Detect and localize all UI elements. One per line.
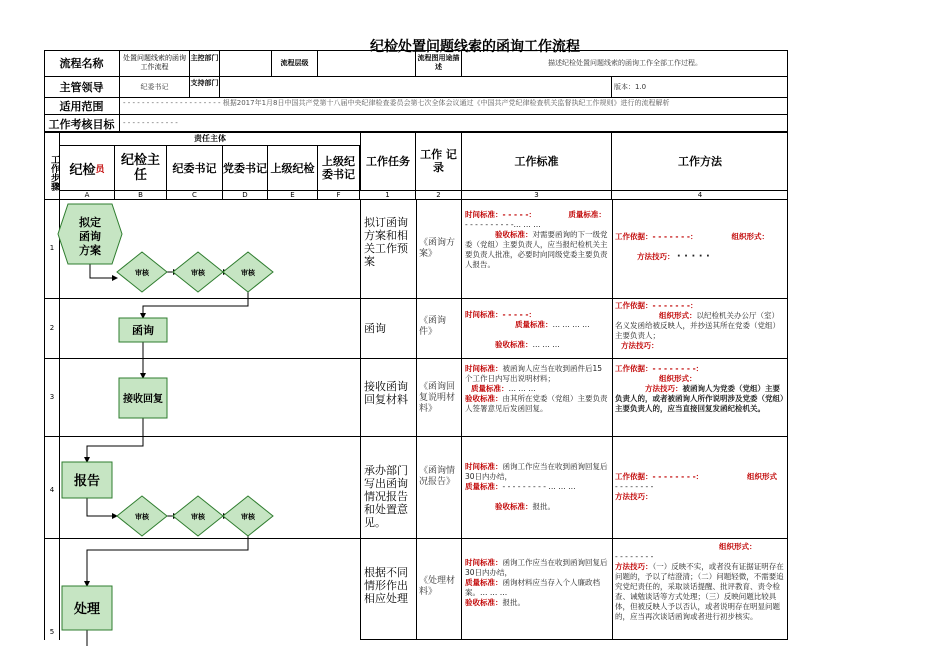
row3-task: 接收函询回复材料 [364, 380, 408, 406]
row2-std-quality: 质量标准： [515, 320, 553, 329]
row3-method-basis: 工作依据：- - - - - - - -： [615, 364, 704, 373]
row3-std-time: 时间标准： [465, 364, 503, 373]
review-diamond-4 [117, 496, 167, 536]
row5-std-quality-text: 函询材料应当存入个人廉政档案。… … … [465, 578, 600, 597]
row4-std-quality: 质量标准： [465, 482, 503, 491]
row5-method-basis-text: - - - - - - - - [615, 552, 654, 561]
row1-std-accept: 验收标准： [495, 230, 533, 239]
row3-record: 《函询回复说明材料》 [419, 382, 456, 414]
col-d-header: 党委书记 [223, 146, 268, 190]
row3-std-quality: 质量标准： [471, 384, 509, 393]
row4-method-skill-text: - - - - - - - - [615, 482, 654, 491]
start-text-1: 拟定 [79, 216, 101, 229]
row1-method-skill: 方法技巧： [637, 252, 675, 261]
support-dept-label: 支持部门 [190, 77, 220, 98]
row3-std-time-text: 被函询人应当在收到函件后15个工作日内写出说明材料； [465, 364, 603, 383]
row5-std-accept-text: 报批。 [502, 598, 525, 607]
row1-std-quality-text: - - - - - - - - - -… … … [465, 220, 541, 229]
row3-method-skill-text: 被函询人为党委（党组）主要负责人的，或者被函询人所作说明涉及党委（党组）主要负责人的，应当直接回复发函纪检机关。 [615, 384, 784, 413]
row4-method-basis: 工作依据：- - - - - - - -： [615, 472, 704, 481]
review-diamond-3 [223, 252, 273, 292]
assess-value: - - - - - - - - - - - - [123, 119, 178, 127]
row2-std-accept: 验收标准： [495, 340, 533, 349]
handle-label: 处理 [73, 602, 101, 617]
row2-std-accept-text: … … … [532, 340, 560, 349]
arrow-review6-to-handle [87, 536, 248, 586]
page-title: 纪检处置问题线索的函询工作流程 [370, 39, 580, 55]
row2-task: 函询 [364, 322, 386, 335]
arrow-report-to-review4 [87, 498, 117, 516]
col-c-header: 纪委书记 [167, 146, 223, 190]
start-node [58, 204, 122, 264]
row5-std-accept: 验收标准： [465, 598, 503, 607]
inquiry-node [119, 318, 167, 342]
purpose-value: 描述纪检处置问题线索的函询工作全部工作过程。 [462, 50, 788, 77]
step-header: 工作步骤 [44, 132, 60, 200]
receive-label: 接收回复 [123, 394, 163, 405]
row2-method-basis: 工作依据：- - - - - - -： [615, 301, 698, 310]
leader-label: 主管领导 [44, 77, 120, 98]
scope-value: - - - - - - - - - - - - - - - - - - - - - 根据2017年1月8日中国共产党第十八届中央纪律检查委员会第七次全体会议通过《中国共产党纪律检查机关监督执纪工作规则》进行的流程解析 [120, 98, 788, 115]
row4-std-time: 时间标准： [465, 462, 503, 471]
letter-d: D [223, 190, 268, 200]
row5-std-quality: 质量标准： [465, 578, 503, 587]
row4-std-time-text: 函询工作应当在收到函询回复后30日内办结， [465, 462, 608, 481]
row-num-4: 4 [49, 486, 55, 494]
responsible-header: 责任主体 [60, 132, 360, 146]
review-label: 审核 [241, 513, 255, 521]
start-text-3: 方案 [79, 244, 101, 257]
row3-method-form: 组织形式： [659, 374, 697, 383]
host-dept-label: 主控部门 [190, 50, 220, 77]
leader-value: 纪委书记 [120, 77, 190, 98]
letter-2: 2 [416, 190, 462, 200]
letter-1: 1 [360, 190, 416, 200]
review-label: 审核 [241, 269, 255, 277]
letter-c: C [167, 190, 223, 200]
row5-method-form: 组织形式： [719, 542, 757, 551]
letter-3: 3 [462, 190, 612, 200]
col-e-header: 上级纪检 [268, 146, 318, 190]
row5-record: 《处理材料》 [419, 576, 456, 597]
row4-std-accept: 验收标准： [495, 502, 533, 511]
row1-std-accept-text: 对需要函询的下一级党委（党组）主要负责人，应当报纪检机关主要负责人批准，必要时向同级党委主要负责人报告。 [465, 230, 608, 269]
review-label: 审核 [135, 269, 149, 277]
row2-std-quality-text: … … … … [552, 320, 590, 329]
start-text-2: 函询 [79, 230, 101, 243]
review-diamond-2 [173, 252, 223, 292]
row4-record: 《函询情况报告》 [419, 466, 456, 487]
row4-std-quality-text: - - - - - - - - - … … … [502, 482, 576, 491]
row3-method-skill: 方法技巧： [645, 384, 683, 393]
row-num-1: 1 [49, 244, 55, 252]
inquiry-label: 函询 [132, 324, 154, 337]
task-header: 工作任务 [360, 132, 416, 190]
review-label: 审核 [191, 513, 205, 521]
row2-method-form: 组织形式： [659, 311, 697, 320]
arrow-receive-to-report [87, 418, 143, 462]
scope-label: 适用范围 [44, 98, 120, 115]
row5-method-skill: 方法技巧： [615, 562, 653, 571]
row2-method-skill: 方法技巧： [621, 341, 659, 350]
review-diamond-6 [223, 496, 273, 536]
row4-method-skill: 方法技巧： [615, 492, 653, 501]
row4-method-form: 组织形式 [747, 472, 777, 481]
row1-method-form: 组织形式： [731, 232, 769, 241]
col-b-header: 纪检主任 [115, 146, 167, 190]
version: 版本：1.0 [612, 77, 788, 98]
arrow-review3-to-inquiry [143, 292, 248, 318]
row-num-5: 5 [49, 628, 55, 636]
row5-std-time-text: 函询工作应当在收到函询回复后30日内办结， [465, 558, 608, 577]
standard-header: 工作标准 [462, 132, 612, 190]
row3-std-quality-text: … … … [508, 384, 536, 393]
assess-label: 工作考核目标 [44, 115, 120, 132]
letter-4: 4 [612, 190, 788, 200]
row-num-2: 2 [49, 324, 55, 332]
row5-method-skill-text: （一）反映不实，或者没有证据证明存在问题的，予以了结澄清；（二）问题轻微，不需要追究党纪责任的，采取谈话提醒、批评教育、责令检查、诫勉谈话等方式处理；（三）反映问题比较具体，但被反映人予以否认，或者说明存在明显问题的，应当再次谈话函询或者进行初步核实。 [615, 562, 784, 621]
record-header: 工作 记录 [416, 132, 462, 190]
row2-std-time: 时间标准：- - - - -： [465, 310, 537, 319]
review-diamond-5 [173, 496, 223, 536]
row1-std-quality: 质量标准： [568, 210, 606, 219]
purpose-label: 流程图用途描述 [416, 50, 462, 77]
row1-record: 《函询方案》 [419, 238, 456, 259]
handle-node [62, 586, 112, 630]
col-a-suffix: 员 [95, 164, 105, 175]
letter-e: E [268, 190, 318, 200]
report-label: 报告 [73, 474, 101, 489]
row4-task: 承办部门写出函询情况报告和处置意见。 [364, 464, 408, 529]
letter-a: A [60, 190, 115, 200]
method-header: 工作方法 [678, 155, 722, 168]
col-a-main: 纪检 [69, 162, 96, 178]
row5-task: 根据不同情形作出相应处理 [364, 566, 408, 605]
receive-node [119, 378, 167, 418]
review-diamond-1 [117, 252, 167, 292]
row2-record: 《函询件》 [419, 316, 447, 337]
letter-f: F [318, 190, 360, 200]
row1-method-skill-text: · · · · · [676, 251, 710, 262]
process-name-value: 处置问题线索的函询工作流程 [120, 50, 190, 77]
row2-method-form-text: 以纪检机关办公厅（室）名义发函给被反映人，并抄送其所在党委（党组）主要负责人； [615, 311, 780, 340]
process-level-label: 流程层级 [272, 50, 318, 77]
row3-std-accept-text: 由其所在党委（党组）主要负责人签署意见后发函回复。 [465, 394, 608, 413]
row5-std-time: 时间标准： [465, 558, 503, 567]
row1-std-time: 时间标准：- - - - -： [465, 210, 537, 219]
review-label: 审核 [191, 269, 205, 277]
row-num-3: 3 [49, 393, 55, 401]
process-name-label: 流程名称 [44, 50, 120, 77]
row3-std-accept: 验收标准： [465, 394, 503, 403]
letter-b: B [115, 190, 167, 200]
row4-std-accept-text: 报批。 [532, 502, 555, 511]
row1-task: 拟订函询方案和相关工作预案 [364, 216, 408, 268]
report-node [62, 462, 112, 498]
col-f-header: 上级纪委书记 [318, 146, 360, 190]
row1-method-basis: 工作依据：- - - - - - -： [615, 232, 698, 241]
review-label: 审核 [135, 513, 149, 521]
